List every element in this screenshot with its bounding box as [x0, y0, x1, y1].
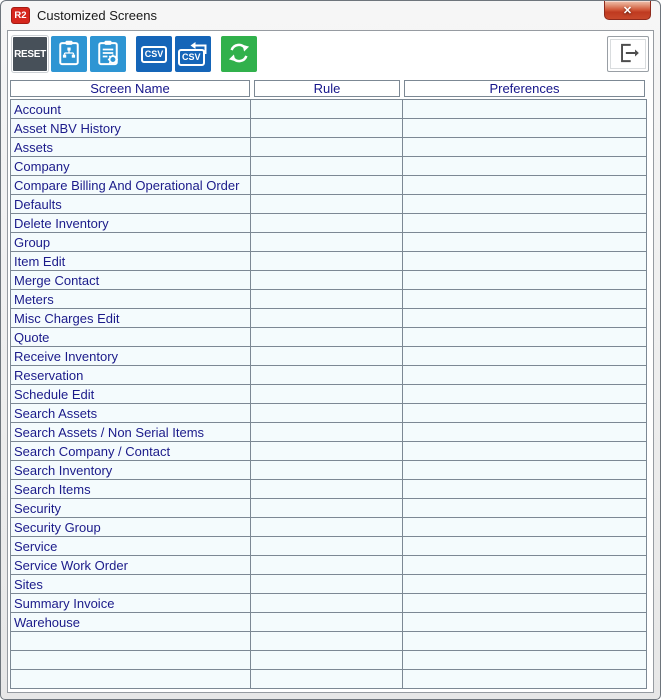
cell-preferences[interactable]: [403, 499, 647, 518]
column-header-rule[interactable]: Rule: [254, 80, 400, 97]
cell-rule[interactable]: [251, 176, 403, 195]
cell-screen-name[interactable]: Summary Invoice: [11, 594, 251, 613]
cell-preferences[interactable]: [403, 347, 647, 366]
cell-screen-name[interactable]: [11, 632, 251, 651]
cell-screen-name[interactable]: Schedule Edit: [11, 385, 251, 404]
cell-preferences[interactable]: [403, 385, 647, 404]
cell-preferences[interactable]: [403, 252, 647, 271]
window-title: Customized Screens: [37, 8, 157, 23]
cell-rule[interactable]: [251, 613, 403, 632]
cell-screen-name[interactable]: Asset NBV History: [11, 119, 251, 138]
cell-screen-name[interactable]: Search Assets: [11, 404, 251, 423]
cell-rule[interactable]: [251, 252, 403, 271]
cell-screen-name[interactable]: Warehouse: [11, 613, 251, 632]
cell-screen-name[interactable]: Sites: [11, 575, 251, 594]
cell-preferences[interactable]: [403, 328, 647, 347]
cell-screen-name[interactable]: Security: [11, 499, 251, 518]
column-header-screen-name[interactable]: Screen Name: [10, 80, 250, 97]
cell-rule[interactable]: [251, 290, 403, 309]
csv-import-icon: CSV: [178, 49, 205, 66]
cell-screen-name[interactable]: Quote: [11, 328, 251, 347]
cell-screen-name[interactable]: Merge Contact: [11, 271, 251, 290]
exit-button[interactable]: [607, 36, 649, 72]
cell-screen-name[interactable]: Search Assets / Non Serial Items: [11, 423, 251, 442]
cell-rule[interactable]: [251, 157, 403, 176]
table-row[interactable]: [11, 537, 647, 556]
table-row[interactable]: [11, 252, 647, 271]
table-body: [11, 100, 647, 689]
cell-preferences[interactable]: [403, 157, 647, 176]
table-row[interactable]: [11, 442, 647, 461]
cell-rule[interactable]: [251, 537, 403, 556]
cell-rule[interactable]: [251, 651, 403, 670]
refresh-button[interactable]: [221, 36, 257, 72]
cell-preferences[interactable]: [403, 366, 647, 385]
cell-screen-name[interactable]: [11, 670, 251, 689]
table-row[interactable]: [11, 613, 647, 632]
cell-preferences[interactable]: [403, 575, 647, 594]
table-row[interactable]: [11, 214, 647, 233]
cell-preferences[interactable]: [403, 100, 647, 119]
cell-preferences[interactable]: [403, 309, 647, 328]
cell-rule[interactable]: [251, 347, 403, 366]
table-row[interactable]: [11, 518, 647, 537]
table-row[interactable]: [11, 271, 647, 290]
cell-rule[interactable]: [251, 632, 403, 651]
table-row[interactable]: [11, 385, 647, 404]
cell-preferences[interactable]: [403, 423, 647, 442]
cell-screen-name[interactable]: Search Company / Contact: [11, 442, 251, 461]
cell-preferences[interactable]: [403, 214, 647, 233]
table-row[interactable]: [11, 100, 647, 119]
cell-preferences[interactable]: [403, 651, 647, 670]
cell-screen-name[interactable]: [11, 651, 251, 670]
cell-preferences[interactable]: [403, 537, 647, 556]
cell-rule[interactable]: [251, 518, 403, 537]
app-icon: R2: [11, 7, 30, 24]
cell-screen-name[interactable]: Assets: [11, 138, 251, 157]
cell-rule[interactable]: [251, 328, 403, 347]
csv-import-arrow-icon: [187, 39, 209, 61]
cell-rule[interactable]: [251, 385, 403, 404]
table-row[interactable]: [11, 309, 647, 328]
cell-screen-name[interactable]: Meters: [11, 290, 251, 309]
cell-screen-name[interactable]: Search Inventory: [11, 461, 251, 480]
reset-button[interactable]: RESET: [12, 36, 48, 72]
titlebar[interactable]: [1, 1, 660, 30]
column-header-preferences[interactable]: Preferences: [404, 80, 645, 97]
cell-rule[interactable]: [251, 309, 403, 328]
table-row[interactable]: [11, 138, 647, 157]
cell-preferences[interactable]: [403, 480, 647, 499]
cell-screen-name[interactable]: Service Work Order: [11, 556, 251, 575]
export-csv-button[interactable]: [136, 36, 172, 72]
cell-rule[interactable]: [251, 480, 403, 499]
cell-rule[interactable]: [251, 556, 403, 575]
clipboard-gear-icon: [94, 39, 122, 70]
close-button[interactable]: [604, 1, 651, 20]
table-row[interactable]: [11, 347, 647, 366]
cell-preferences[interactable]: [403, 290, 647, 309]
cell-rule[interactable]: [251, 138, 403, 157]
cell-preferences[interactable]: [403, 556, 647, 575]
cell-rule[interactable]: [251, 670, 403, 689]
table-row[interactable]: [11, 461, 647, 480]
table-row[interactable]: [11, 404, 647, 423]
cell-rule[interactable]: [251, 423, 403, 442]
cell-preferences[interactable]: [403, 594, 647, 613]
cell-preferences[interactable]: [403, 195, 647, 214]
toolbar: [8, 31, 653, 74]
table-row[interactable]: [11, 556, 647, 575]
cell-rule[interactable]: [251, 442, 403, 461]
table-row[interactable]: [11, 290, 647, 309]
exit-icon: [615, 40, 641, 69]
table-row[interactable]: [11, 499, 647, 518]
screen-rule-button[interactable]: [51, 36, 87, 72]
table-row[interactable]: [11, 176, 647, 195]
cell-screen-name[interactable]: Group: [11, 233, 251, 252]
table-row[interactable]: [11, 480, 647, 499]
cell-rule[interactable]: [251, 461, 403, 480]
cell-preferences[interactable]: [403, 404, 647, 423]
cell-rule[interactable]: [251, 594, 403, 613]
cell-screen-name[interactable]: Item Edit: [11, 252, 251, 271]
table-row[interactable]: [11, 575, 647, 594]
cell-rule[interactable]: [251, 100, 403, 119]
cell-screen-name[interactable]: Service: [11, 537, 251, 556]
cell-preferences[interactable]: [403, 632, 647, 651]
cell-preferences[interactable]: [403, 138, 647, 157]
table-row[interactable]: [11, 328, 647, 347]
cell-screen-name[interactable]: Delete Inventory: [11, 214, 251, 233]
cell-screen-name[interactable]: Defaults: [11, 195, 251, 214]
table-row-empty[interactable]: [11, 632, 647, 651]
client-area: [7, 30, 654, 693]
cell-preferences[interactable]: [403, 271, 647, 290]
cell-preferences[interactable]: [403, 670, 647, 689]
cell-rule[interactable]: [251, 195, 403, 214]
cell-preferences[interactable]: [403, 613, 647, 632]
table-row[interactable]: [11, 119, 647, 138]
cell-screen-name[interactable]: Search Items: [11, 480, 251, 499]
cell-preferences[interactable]: [403, 442, 647, 461]
cell-rule[interactable]: [251, 499, 403, 518]
cell-screen-name[interactable]: Security Group: [11, 518, 251, 537]
cell-preferences[interactable]: [403, 176, 647, 195]
table-row-empty[interactable]: [11, 670, 647, 689]
cell-screen-name[interactable]: Receive Inventory: [11, 347, 251, 366]
cell-rule[interactable]: [251, 271, 403, 290]
cell-screen-name[interactable]: Company: [11, 157, 251, 176]
csv-export-icon: CSV: [141, 46, 168, 63]
cell-preferences[interactable]: [403, 233, 647, 252]
screen-preferences-button[interactable]: [90, 36, 126, 72]
cell-rule[interactable]: [251, 119, 403, 138]
cell-preferences[interactable]: [403, 461, 647, 480]
refresh-icon: [226, 40, 252, 69]
table-row[interactable]: [11, 157, 647, 176]
table-row[interactable]: [11, 594, 647, 613]
cell-rule[interactable]: [251, 404, 403, 423]
cell-preferences[interactable]: [403, 518, 647, 537]
clipboard-hierarchy-icon: [55, 39, 83, 70]
cell-rule[interactable]: [251, 366, 403, 385]
screens-table: [10, 99, 647, 689]
cell-rule[interactable]: [251, 233, 403, 252]
cell-rule[interactable]: [251, 575, 403, 594]
cell-screen-name[interactable]: Misc Charges Edit: [11, 309, 251, 328]
table-row[interactable]: [11, 366, 647, 385]
table-row[interactable]: [11, 233, 647, 252]
cell-screen-name[interactable]: Compare Billing And Operational Order: [11, 176, 251, 195]
cell-screen-name[interactable]: Reservation: [11, 366, 251, 385]
table-row-empty[interactable]: [11, 651, 647, 670]
close-icon: ✕: [622, 4, 633, 17]
cell-rule[interactable]: [251, 214, 403, 233]
cell-preferences[interactable]: [403, 119, 647, 138]
table-row[interactable]: [11, 423, 647, 442]
import-csv-button[interactable]: [175, 36, 211, 72]
table-row[interactable]: [11, 195, 647, 214]
table-header: [10, 80, 651, 97]
cell-screen-name[interactable]: Account: [11, 100, 251, 119]
